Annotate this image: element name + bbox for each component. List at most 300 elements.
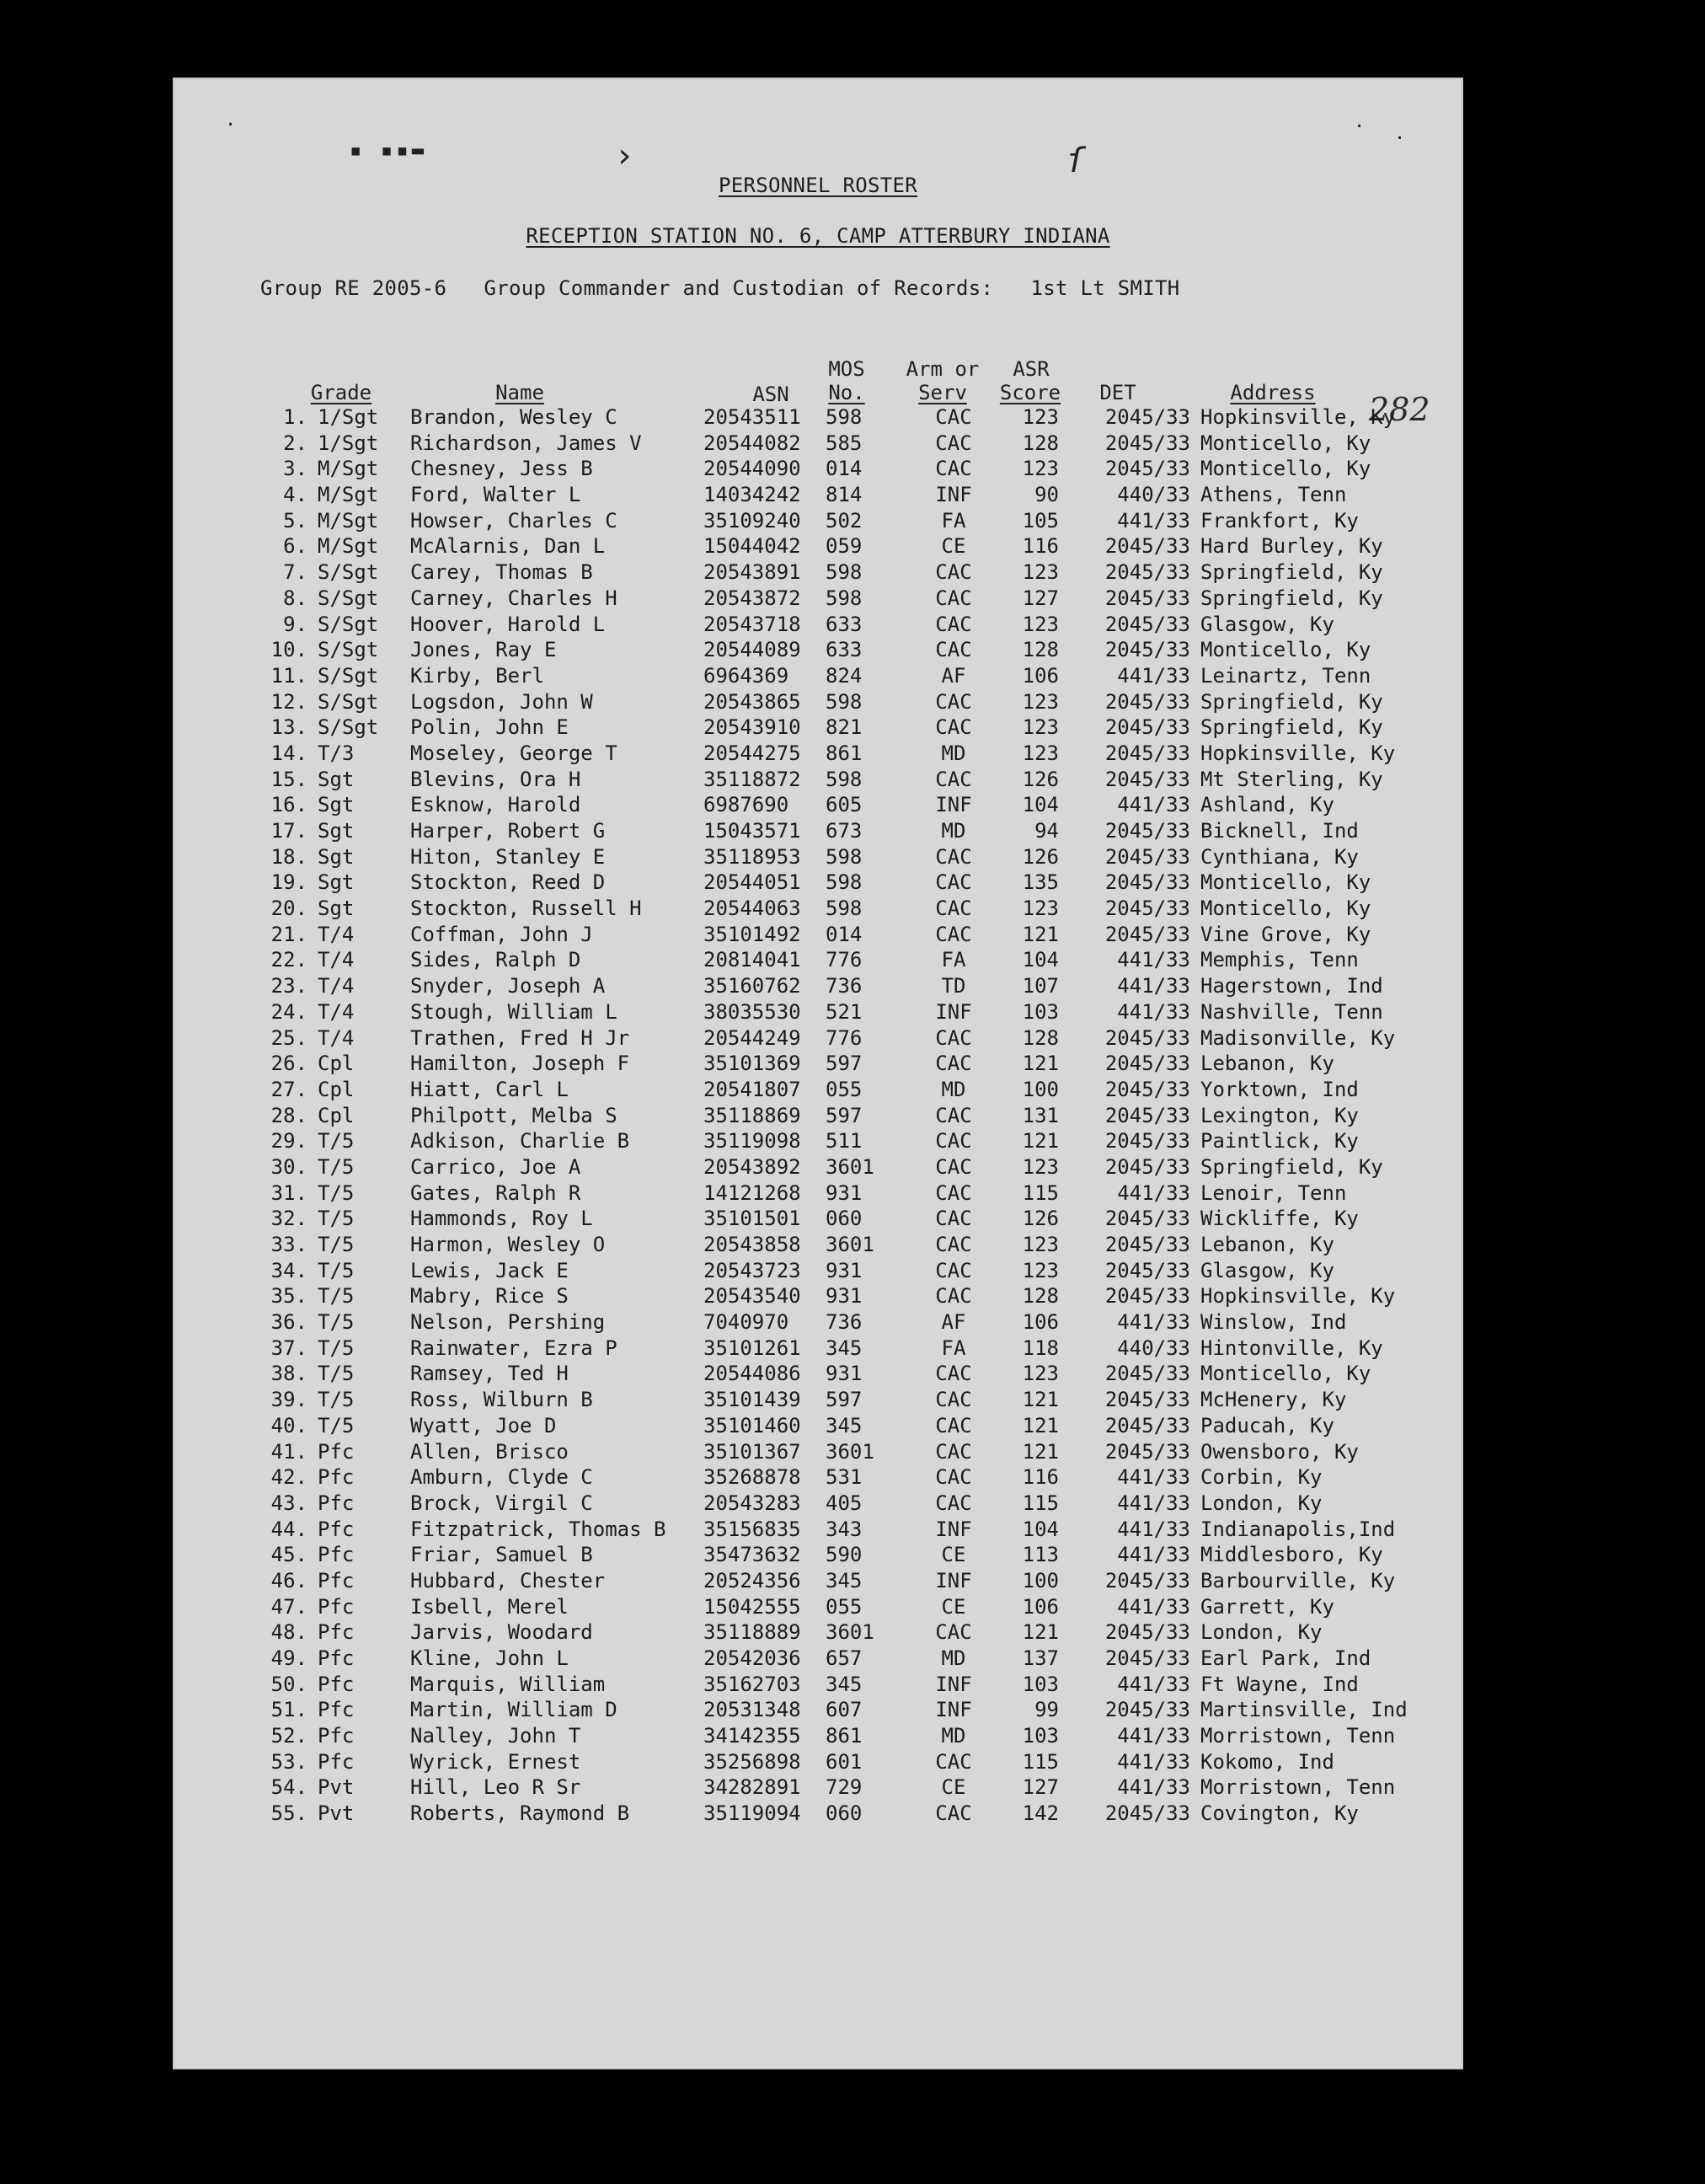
row-arm: AF [941, 663, 966, 688]
row-asn: 20531348 [703, 1698, 801, 1722]
row-mos: 931 [826, 1284, 863, 1309]
row-det: 2045/33 [1104, 1439, 1190, 1464]
row-arm: CAC [935, 586, 972, 610]
row-number: 33. [270, 1233, 307, 1256]
row-grade: Pfc [318, 1568, 355, 1592]
row-mos: 060 [826, 1801, 863, 1826]
row-address: McHenery, Ky [1200, 1388, 1347, 1412]
row-arm: CAC [935, 1620, 972, 1645]
row-arm: CAC [935, 844, 972, 869]
row-name: Blevins, Ora H [410, 767, 581, 791]
page-subtitle: RECEPTION STATION NO. 6, CAMP ATTERBURY INDIANA [526, 224, 1110, 248]
row-det: 441/33 [1117, 663, 1190, 688]
row-grade: M/Sgt [318, 457, 379, 481]
row-mos: 776 [826, 1025, 863, 1050]
row-name: Esknow, Harold [410, 793, 581, 817]
row-number: 36. [270, 1310, 307, 1335]
row-arm: CAC [935, 1284, 972, 1309]
row-asn: 6987690 [703, 793, 789, 817]
row-grade: T/5 [318, 1154, 355, 1179]
row-grade: Pfc [318, 1465, 355, 1490]
table-row [174, 1283, 1462, 1309]
row-arm: INF [935, 1568, 972, 1592]
table-row [174, 1439, 1462, 1465]
row-number: 44. [270, 1517, 307, 1541]
table-row [174, 404, 1462, 431]
row-asr: 121 [1022, 922, 1059, 946]
row-grade: S/Sgt [318, 638, 379, 662]
table-row [174, 1232, 1462, 1258]
row-name: Brock, Virgil C [410, 1491, 593, 1515]
row-arm: CAC [935, 1491, 972, 1515]
row-asr: 121 [1022, 1052, 1059, 1076]
row-grade: Pfc [318, 1620, 355, 1645]
row-det: 441/33 [1117, 999, 1190, 1024]
row-mos: 3601 [826, 1620, 874, 1645]
row-asr: 126 [1022, 767, 1059, 791]
row-asn: 35109240 [703, 508, 801, 533]
row-asr: 121 [1022, 1129, 1059, 1154]
row-det: 2045/33 [1104, 1129, 1190, 1154]
table-row [174, 818, 1462, 844]
row-arm: INF [935, 483, 972, 507]
row-arm: CAC [935, 1103, 972, 1127]
row-grade: T/5 [318, 1336, 355, 1360]
row-arm: CAC [935, 1129, 972, 1154]
row-det: 2045/33 [1104, 457, 1190, 481]
row-det: 2045/33 [1104, 1568, 1190, 1592]
row-grade: T/4 [318, 922, 355, 946]
row-asn: 20543865 [703, 689, 801, 714]
row-name: Gates, Ralph R [410, 1180, 581, 1205]
row-name: Martin, William D [410, 1698, 617, 1722]
row-name: Harmon, Wesley O [410, 1233, 606, 1256]
tick-mark: ſ [1066, 142, 1087, 180]
row-det: 2045/33 [1104, 1154, 1190, 1179]
row-asr: 121 [1022, 1413, 1059, 1437]
row-name: Wyatt, Joe D [410, 1413, 557, 1437]
row-name: Howser, Charles C [410, 508, 617, 533]
row-mos: 598 [826, 560, 863, 585]
row-asr: 123 [1022, 1154, 1059, 1179]
row-address: Wickliffe, Ky [1200, 1207, 1359, 1231]
row-name: Friar, Samuel B [410, 1543, 593, 1567]
row-name: Philpott, Melba S [410, 1103, 617, 1127]
row-address: Morristown, Tenn [1200, 1775, 1396, 1800]
column-header-name: Name [495, 381, 544, 404]
row-grade: M/Sgt [318, 508, 379, 533]
row-asr: 128 [1022, 1025, 1059, 1050]
table-row [174, 1697, 1462, 1723]
row-asn: 35268878 [703, 1465, 801, 1490]
row-asn: 20544090 [703, 457, 801, 481]
row-mos: 598 [826, 767, 863, 791]
row-mos: 598 [826, 897, 863, 921]
row-grade: 1/Sgt [318, 431, 379, 455]
row-number: 49. [270, 1646, 307, 1670]
table-row [174, 1387, 1462, 1413]
row-name: Nelson, Pershing [410, 1310, 606, 1335]
row-address: Lexington, Ky [1200, 1103, 1359, 1127]
row-name: Roberts, Raymond B [410, 1801, 630, 1826]
row-address: Lebanon, Ky [1200, 1052, 1334, 1076]
row-arm: CAC [935, 1465, 972, 1490]
page-number: 282 [1369, 391, 1430, 428]
row-number: 53. [270, 1749, 307, 1774]
row-number: 42. [270, 1465, 307, 1490]
row-grade: Pfc [318, 1698, 355, 1722]
row-name: Coffman, John J [410, 922, 593, 946]
row-grade: S/Sgt [318, 612, 379, 636]
row-mos: 736 [826, 974, 863, 998]
table-row [174, 1542, 1462, 1568]
row-name: Richardson, James V [410, 431, 642, 455]
row-name: Trathen, Fred H Jr [410, 1025, 630, 1050]
row-address: Monticello, Ky [1200, 431, 1371, 455]
row-name: Carey, Thomas B [410, 560, 593, 585]
row-det: 2045/33 [1104, 612, 1190, 636]
row-address: London, Ky [1200, 1491, 1323, 1515]
speck-mark: · [225, 115, 237, 136]
row-name: Hiton, Stanley E [410, 844, 606, 869]
row-address: Corbin, Ky [1200, 1465, 1323, 1490]
row-asn: 15042555 [703, 1594, 801, 1619]
row-name: Ford, Walter L [410, 483, 581, 507]
row-asn: 15044042 [703, 534, 801, 559]
row-asn: 35119098 [703, 1129, 801, 1154]
row-name: Marquis, William [410, 1672, 606, 1696]
row-det: 441/33 [1117, 1517, 1190, 1541]
row-name: Ross, Wilburn B [410, 1388, 593, 1412]
row-mos: 597 [826, 1052, 863, 1076]
row-name: Carney, Charles H [410, 586, 617, 610]
row-asr: 142 [1022, 1801, 1059, 1826]
row-grade: T/4 [318, 1025, 355, 1050]
row-mos: 673 [826, 819, 863, 843]
table-row [174, 947, 1462, 973]
table-row [174, 1103, 1462, 1129]
row-arm: CAC [935, 612, 972, 636]
row-det: 441/33 [1117, 1465, 1190, 1490]
row-asr: 107 [1022, 974, 1059, 998]
row-asr: 90 [1034, 483, 1059, 507]
table-row [174, 1206, 1462, 1232]
row-name: Nalley, John T [410, 1724, 581, 1748]
row-number: 31. [270, 1180, 307, 1205]
row-arm: CAC [935, 767, 972, 791]
row-grade: M/Sgt [318, 534, 379, 559]
row-asn: 35118889 [703, 1620, 801, 1645]
row-grade: T/5 [318, 1180, 355, 1205]
row-name: Brandon, Wesley C [410, 405, 617, 429]
row-arm: CAC [935, 638, 972, 662]
row-mos: 931 [826, 1362, 863, 1386]
row-asr: 137 [1022, 1646, 1059, 1670]
table-row [174, 612, 1462, 638]
row-mos: 598 [826, 689, 863, 714]
row-mos: 824 [826, 663, 863, 688]
row-asn: 35101501 [703, 1207, 801, 1231]
row-asr: 128 [1022, 431, 1059, 455]
row-address: Hard Burley, Ky [1200, 534, 1383, 559]
row-asn: 20543858 [703, 1233, 801, 1256]
row-asr: 115 [1022, 1749, 1059, 1774]
row-grade: Pvt [318, 1775, 355, 1800]
row-det: 2045/33 [1104, 1362, 1190, 1386]
row-asr: 100 [1022, 1568, 1059, 1592]
row-arm: CAC [935, 1233, 972, 1256]
row-address: Mt Sterling, Ky [1200, 767, 1383, 791]
row-mos: 3601 [826, 1154, 874, 1179]
row-number: 24. [270, 999, 307, 1024]
row-asr: 94 [1034, 819, 1059, 843]
row-grade: Pfc [318, 1543, 355, 1567]
row-number: 21. [270, 922, 307, 946]
row-arm: INF [935, 999, 972, 1024]
row-grade: T/4 [318, 999, 355, 1024]
row-address: Monticello, Ky [1200, 897, 1371, 921]
row-mos: 736 [826, 1310, 863, 1335]
row-asn: 35101261 [703, 1336, 801, 1360]
row-asn: 20543511 [703, 405, 801, 429]
row-det: 2045/33 [1104, 922, 1190, 946]
row-name: Chesney, Jess B [410, 457, 593, 481]
row-arm: CAC [935, 1052, 972, 1076]
row-grade: Sgt [318, 844, 355, 869]
row-name: Kline, John L [410, 1646, 569, 1670]
table-row [174, 1464, 1462, 1491]
row-number: 10. [270, 638, 307, 662]
row-name: Harper, Robert G [410, 819, 606, 843]
row-address: Ashland, Ky [1200, 793, 1334, 817]
row-name: Amburn, Clyde C [410, 1465, 593, 1490]
row-det: 2045/33 [1104, 1620, 1190, 1645]
row-mos: 345 [826, 1336, 863, 1360]
row-number: 52. [270, 1724, 307, 1748]
row-grade: T/5 [318, 1258, 355, 1282]
row-number: 48. [270, 1620, 307, 1645]
row-grade: Cpl [318, 1052, 355, 1076]
row-asn: 35162703 [703, 1672, 801, 1696]
row-address: Madisonville, Ky [1200, 1025, 1396, 1050]
row-asr: 103 [1022, 1724, 1059, 1748]
row-mos: 776 [826, 948, 863, 972]
row-asn: 35473632 [703, 1543, 801, 1567]
row-asn: 35160762 [703, 974, 801, 998]
row-number: 37. [270, 1336, 307, 1360]
row-asn: 35101460 [703, 1413, 801, 1437]
row-mos: 598 [826, 870, 863, 895]
row-grade: Sgt [318, 897, 355, 921]
row-number: 47. [270, 1594, 307, 1619]
row-det: 2045/33 [1104, 1801, 1190, 1826]
row-mos: 598 [826, 586, 863, 610]
row-grade: T/5 [318, 1413, 355, 1437]
row-asr: 105 [1022, 508, 1059, 533]
row-asn: 35119094 [703, 1801, 801, 1826]
row-mos: 060 [826, 1207, 863, 1231]
column-header-asr-top: ASR [1013, 357, 1050, 381]
row-mos: 607 [826, 1698, 863, 1722]
row-grade: T/4 [318, 974, 355, 998]
row-arm: CAC [935, 431, 972, 455]
row-asn: 20542036 [703, 1646, 801, 1670]
row-asn: 34282891 [703, 1775, 801, 1800]
table-row [174, 844, 1462, 870]
row-asr: 126 [1022, 844, 1059, 869]
row-grade: Pvt [318, 1801, 355, 1826]
row-asn: 20544063 [703, 897, 801, 921]
row-mos: 657 [826, 1646, 863, 1670]
row-arm: TD [941, 974, 966, 998]
row-grade: T/5 [318, 1362, 355, 1386]
row-asr: 104 [1022, 1517, 1059, 1541]
row-grade: 1/Sgt [318, 405, 379, 429]
speck-mark: · [1394, 128, 1406, 149]
row-arm: MD [941, 1646, 966, 1670]
row-number: 13. [270, 715, 307, 740]
row-mos: 931 [826, 1258, 863, 1282]
row-asr: 103 [1022, 1672, 1059, 1696]
row-det: 441/33 [1117, 793, 1190, 817]
row-arm: CAC [935, 1362, 972, 1386]
row-grade: T/5 [318, 1388, 355, 1412]
row-number: 25. [270, 1025, 307, 1050]
row-det: 2045/33 [1104, 1077, 1190, 1101]
row-det: 440/33 [1117, 483, 1190, 507]
row-asn: 7040970 [703, 1310, 789, 1335]
row-asr: 106 [1022, 663, 1059, 688]
row-asn: 20543892 [703, 1154, 801, 1179]
table-row [174, 922, 1462, 948]
dash-mark: ▪ ▪▪▬ [350, 138, 428, 162]
table-row [174, 482, 1462, 508]
row-det: 2045/33 [1104, 405, 1190, 429]
column-header-arm-top: Arm or [906, 357, 980, 381]
row-det: 2045/33 [1104, 1646, 1190, 1670]
row-arm: INF [935, 1698, 972, 1722]
row-arm: AF [941, 1310, 966, 1335]
table-row [174, 533, 1462, 559]
row-address: Hopkinsville, Ky [1200, 741, 1396, 765]
row-asn: 34142355 [703, 1724, 801, 1748]
row-number: 16. [270, 793, 307, 817]
row-det: 2045/33 [1104, 819, 1190, 843]
row-asn: 20543910 [703, 715, 801, 740]
row-arm: CAC [935, 922, 972, 946]
row-name: Snyder, Joseph A [410, 974, 606, 998]
row-arm: CAC [935, 897, 972, 921]
row-number: 30. [270, 1154, 307, 1179]
table-row [174, 637, 1462, 663]
row-asr: 123 [1022, 689, 1059, 714]
row-det: 2045/33 [1104, 1052, 1190, 1076]
row-number: 5. [283, 508, 307, 533]
row-asn: 38035530 [703, 999, 801, 1024]
row-asn: 20814041 [703, 948, 801, 972]
row-det: 2045/33 [1104, 560, 1190, 585]
row-mos: 597 [826, 1388, 863, 1412]
row-det: 2045/33 [1104, 689, 1190, 714]
row-mos: 633 [826, 638, 863, 662]
row-grade: S/Sgt [318, 715, 379, 740]
row-mos: 3601 [826, 1233, 874, 1256]
row-asn: 20544249 [703, 1025, 801, 1050]
row-name: Kirby, Berl [410, 663, 544, 688]
row-name: Stockton, Russell H [410, 897, 642, 921]
row-grade: Pfc [318, 1749, 355, 1774]
table-row [174, 1025, 1462, 1052]
row-asn: 20544086 [703, 1362, 801, 1386]
row-asn: 6964369 [703, 663, 789, 688]
row-asr: 118 [1022, 1336, 1059, 1360]
row-asn: 20543723 [703, 1258, 801, 1282]
row-mos: 531 [826, 1465, 863, 1490]
row-address: Springfield, Ky [1200, 689, 1383, 714]
row-name: Stockton, Reed D [410, 870, 606, 895]
row-arm: CAC [935, 1154, 972, 1179]
row-mos: 633 [826, 612, 863, 636]
row-grade: T/5 [318, 1310, 355, 1335]
row-det: 2045/33 [1104, 870, 1190, 895]
page-title: PERSONNEL ROSTER [719, 174, 917, 197]
row-mos: 055 [826, 1077, 863, 1101]
row-grade: Pfc [318, 1491, 355, 1515]
row-asn: 20543891 [703, 560, 801, 585]
row-number: 8. [283, 586, 307, 610]
table-row [174, 1672, 1462, 1698]
row-asr: 128 [1022, 1284, 1059, 1309]
row-mos: 585 [826, 431, 863, 455]
row-asn: 20544051 [703, 870, 801, 895]
row-grade: T/4 [318, 948, 355, 972]
row-det: 2045/33 [1104, 586, 1190, 610]
row-det: 2045/33 [1104, 1698, 1190, 1722]
row-mos: 814 [826, 483, 863, 507]
row-number: 7. [283, 560, 307, 585]
row-asn: 35156835 [703, 1517, 801, 1541]
row-number: 12. [270, 689, 307, 714]
row-grade: T/5 [318, 1129, 355, 1154]
row-name: Carrico, Joe A [410, 1154, 581, 1179]
row-name: Jones, Ray E [410, 638, 557, 662]
row-det: 2045/33 [1104, 638, 1190, 662]
row-address: Owensboro, Ky [1200, 1439, 1359, 1464]
row-number: 6. [283, 534, 307, 559]
row-arm: MD [941, 819, 966, 843]
row-arm: MD [941, 1077, 966, 1101]
row-asn: 35256898 [703, 1749, 801, 1774]
row-asr: 123 [1022, 457, 1059, 481]
row-address: Glasgow, Ky [1200, 612, 1334, 636]
row-number: 23. [270, 974, 307, 998]
row-grade: Sgt [318, 793, 355, 817]
row-address: Springfield, Ky [1200, 1154, 1383, 1179]
row-asr: 106 [1022, 1594, 1059, 1619]
row-asn: 20543872 [703, 586, 801, 610]
row-name: Ramsey, Ted H [410, 1362, 569, 1386]
row-number: 1. [283, 405, 307, 429]
row-address: Leinartz, Tenn [1200, 663, 1371, 688]
row-address: London, Ky [1200, 1620, 1323, 1645]
table-row [174, 1594, 1462, 1620]
row-grade: T/5 [318, 1233, 355, 1256]
row-asn: 35101492 [703, 922, 801, 946]
row-address: Paducah, Ky [1200, 1413, 1334, 1437]
row-name: Hill, Leo R Sr [410, 1775, 581, 1800]
row-number: 3. [283, 457, 307, 481]
row-asn: 20543540 [703, 1284, 801, 1309]
